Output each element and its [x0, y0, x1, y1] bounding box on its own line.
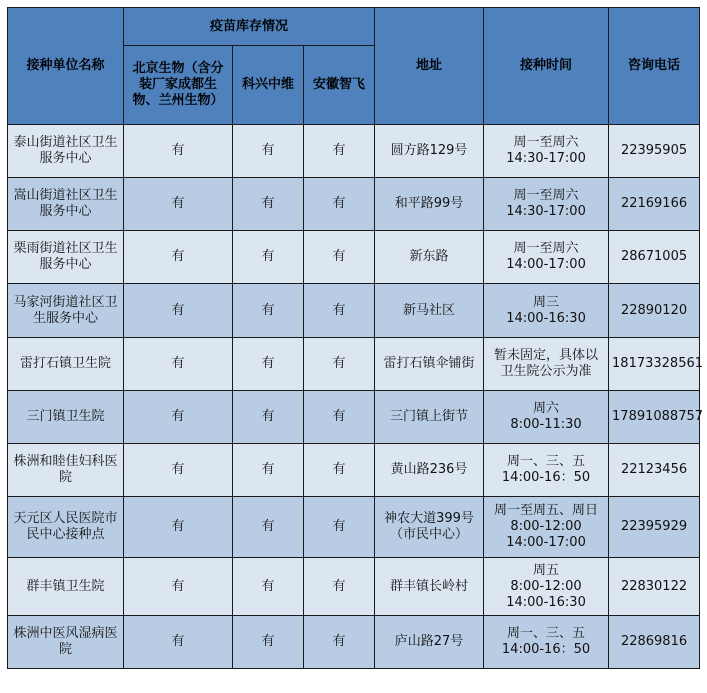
time-line: 周一至周六 [513, 188, 579, 203]
cell-stock-kexing: 有 [233, 178, 304, 231]
cell-unit: 株洲和睦佳妇科医院 [8, 444, 124, 497]
table-row [8, 497, 700, 558]
cell-time [484, 284, 609, 338]
time-line: 周一至周六 [513, 135, 579, 150]
cell-time [484, 391, 609, 444]
header-address: 地址 [375, 8, 484, 125]
time-line: 周六 [533, 401, 560, 416]
cell-unit: 马家河街道社区卫生服务中心 [8, 284, 124, 338]
cell-address: 三门镇上街节 [375, 391, 484, 444]
cell-stock-zhifei: 有 [304, 284, 375, 338]
cell-stock-beijing: 有 [124, 558, 233, 616]
header-phone: 咨询电话 [609, 8, 700, 125]
cell-stock-beijing: 有 [124, 178, 233, 231]
cell-stock-kexing: 有 [233, 391, 304, 444]
cell-unit: 三门镇卫生院 [8, 391, 124, 444]
cell-address: 和平路99号 [375, 178, 484, 231]
cell-phone: 22869816 [609, 616, 700, 669]
table-row [8, 444, 700, 497]
cell-unit: 雷打石镇卫生院 [8, 338, 124, 391]
cell-stock-kexing: 有 [233, 616, 304, 669]
cell-stock-beijing: 有 [124, 231, 233, 284]
cell-address: 新马社区 [375, 284, 484, 338]
cell-stock-zhifei: 有 [304, 391, 375, 444]
cell-stock-kexing: 有 [233, 125, 304, 178]
cell-stock-zhifei: 有 [304, 125, 375, 178]
cell-time [484, 444, 609, 497]
time-line: 暂未固定，具体以 [494, 348, 599, 363]
time-line: 周一、三、五 [507, 454, 586, 469]
cell-stock-beijing: 有 [124, 125, 233, 178]
cell-stock-kexing: 有 [233, 558, 304, 616]
cell-stock-kexing: 有 [233, 444, 304, 497]
header-vaccine-kexing: 科兴中维 [233, 46, 304, 125]
cell-time [484, 231, 609, 284]
cell-stock-zhifei: 有 [304, 231, 375, 284]
time-line: 8:00-12:00 [510, 578, 582, 594]
cell-stock-zhifei: 有 [304, 558, 375, 616]
time-line: 周五 [533, 562, 560, 578]
time-line: 14:00-16：50 [501, 642, 591, 657]
cell-phone: 28671005 [609, 231, 700, 284]
table-row [8, 125, 700, 178]
cell-stock-zhifei: 有 [304, 616, 375, 669]
time-line: 14:30-17:00 [506, 151, 586, 166]
time-line: 14:00-17:00 [506, 257, 586, 272]
time-line: 14:00-16：50 [501, 470, 591, 485]
header-stock-status: 疫苗库存情况 [124, 8, 375, 46]
cell-phone: 22395929 [609, 497, 700, 558]
time-line: 周一至周五、周日 [494, 503, 599, 518]
time-line: 周一至周六 [513, 241, 579, 256]
time-line: 8:00-12:00 [510, 519, 582, 534]
cell-address: 雷打石镇伞铺街 [375, 338, 484, 391]
cell-time [484, 616, 609, 669]
table-row [8, 284, 700, 338]
vaccine-stock-table [7, 7, 704, 669]
cell-stock-zhifei: 有 [304, 497, 375, 558]
cell-address: 新东路 [375, 231, 484, 284]
cell-time [484, 125, 609, 178]
cell-phone: 22169166 [609, 178, 700, 231]
table-row [8, 178, 700, 231]
cell-stock-zhifei: 有 [304, 178, 375, 231]
cell-phone: 22123456 [609, 444, 700, 497]
cell-stock-beijing: 有 [124, 444, 233, 497]
cell-stock-kexing: 有 [233, 497, 304, 558]
table-row [8, 338, 700, 391]
header-unit-name: 接种单位名称 [8, 8, 124, 125]
cell-time [484, 338, 609, 391]
cell-address: 神农大道399号（市民中心） [375, 497, 484, 558]
table-row [8, 558, 700, 616]
table-row [8, 391, 700, 444]
cell-stock-beijing: 有 [124, 284, 233, 338]
cell-unit: 株洲中医风湿病医院 [8, 616, 124, 669]
cell-phone: 22830122 [609, 558, 700, 616]
cell-stock-beijing: 有 [124, 338, 233, 391]
cell-time [484, 178, 609, 231]
time-line: 卫生院公示为准 [500, 364, 592, 379]
table-row [8, 616, 700, 669]
header-vaccination-time: 接种时间 [484, 8, 609, 125]
time-line: 周一、三、五 [507, 626, 586, 641]
cell-address: 群丰镇长岭村 [375, 558, 484, 616]
cell-address: 圆方路129号 [375, 125, 484, 178]
time-line: 周三 [533, 294, 560, 310]
cell-stock-beijing: 有 [124, 497, 233, 558]
time-line: 14:00-16:30 [506, 310, 586, 326]
cell-address: 黄山路236号 [375, 444, 484, 497]
cell-phone: 17891088757 [609, 391, 700, 444]
cell-phone: 22890120 [609, 284, 700, 338]
cell-phone: 18173328561 [609, 338, 700, 391]
cell-unit: 泰山街道社区卫生服务中心 [8, 125, 124, 178]
time-line: 14:30-17:00 [506, 204, 586, 219]
cell-unit: 栗雨街道社区卫生服务中心 [8, 231, 124, 284]
cell-address: 庐山路27号 [375, 616, 484, 669]
header-vaccine-zhifei: 安徽智飞 [304, 46, 375, 125]
cell-unit: 群丰镇卫生院 [8, 558, 124, 616]
table-row [8, 231, 700, 284]
time-line: 14:00-16:30 [506, 594, 586, 610]
cell-stock-zhifei: 有 [304, 444, 375, 497]
cell-time [484, 558, 609, 616]
cell-stock-kexing: 有 [233, 231, 304, 284]
cell-time [484, 497, 609, 558]
cell-stock-kexing: 有 [233, 284, 304, 338]
cell-phone: 22395905 [609, 125, 700, 178]
cell-unit: 嵩山街道社区卫生服务中心 [8, 178, 124, 231]
header-vaccine-beijing: 北京生物（含分装厂家成都生物、兰州生物） [124, 46, 233, 125]
time-line: 14:00-17:00 [506, 535, 586, 550]
cell-stock-kexing: 有 [233, 338, 304, 391]
cell-stock-zhifei: 有 [304, 338, 375, 391]
cell-stock-beijing: 有 [124, 391, 233, 444]
cell-unit: 天元区人民医院市民中心接种点 [8, 497, 124, 558]
cell-stock-beijing: 有 [124, 616, 233, 669]
time-line: 8:00-11:30 [510, 417, 582, 432]
